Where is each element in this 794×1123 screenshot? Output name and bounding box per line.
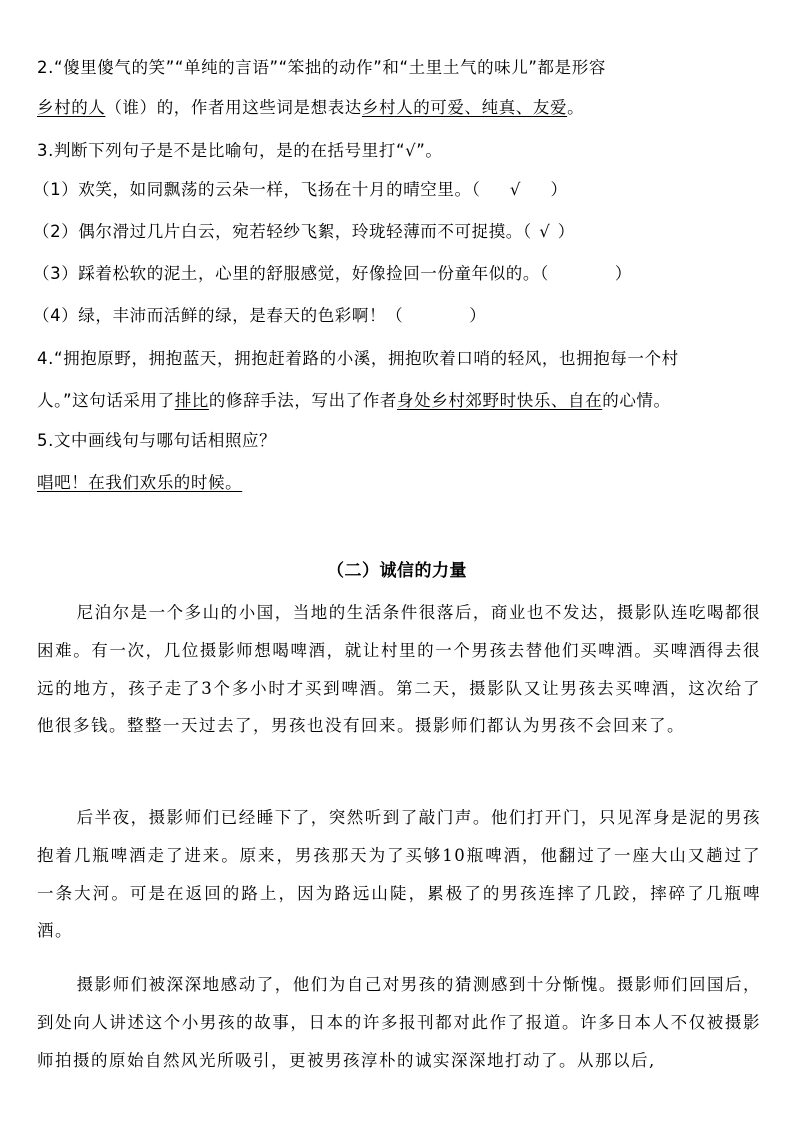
q4-line-1: 4.“拥抱原野，拥抱蓝天，拥抱赶着路的小溪，拥抱吹着口哨的轻风，也拥抱每一个村 bbox=[37, 349, 679, 368]
q2-line-1: 2.“傻里傻气的笑”“单纯的言语”“笨拙的动作”和“土里土气的味儿”都是形容 bbox=[37, 58, 606, 77]
q2-line-2 bbox=[37, 97, 584, 119]
q2-end-text: 。 bbox=[567, 98, 585, 117]
q4-answer-feeling: 身处乡村郊野时快乐、自在 bbox=[397, 391, 603, 410]
q4-pre-text: 人。”这句话采用了 bbox=[37, 391, 175, 410]
q3-item-1 bbox=[33, 179, 568, 201]
section-title: （二）诚信的力量 bbox=[327, 561, 467, 581]
q3-item-3-text: （3）踩着松软的泥土，心里的舒服感觉，好像捡回一份童年似的。（ bbox=[33, 264, 549, 283]
q3-item-4 bbox=[33, 305, 486, 327]
q3-item-1-text: （1）欢笑，如同飘荡的云朵一样，飞扬在十月的晴空里。（ bbox=[33, 180, 481, 199]
body-paragraph-1: 尼泊尔是一个多山的小国，当地的生活条件很落后，商业也不发达，摄影队连吃喝都很困难。有一次，几位摄影师想喝啤酒，就让村里的一个男孩去替他们买啤酒。买啤酒得去很远的地方，孩子走了3个多小时才买到啤酒。第二天，摄影队又让男孩去买啤酒，这次给了他很多钱。整整一天过去了，男孩也没有回来。摄影师们都认为男孩不会回来了。 bbox=[37, 603, 761, 736]
q2-answer-what: 乡村人的可爱、纯真、友爱 bbox=[361, 98, 568, 117]
q5-answer-line bbox=[37, 472, 242, 494]
q3-item-1-close: ） bbox=[550, 180, 568, 199]
q3-prompt: 3.判断下列句子是不是比喻句，是的在括号里打“√”。 bbox=[37, 141, 443, 160]
q4-answer-device: 排比 bbox=[174, 391, 209, 410]
q3-item-2-close: ） bbox=[557, 222, 575, 241]
q3-item-2-mark: √ bbox=[539, 222, 551, 241]
q3-item-3 bbox=[33, 263, 632, 285]
q3-item-4-close: ） bbox=[469, 306, 487, 325]
q5-answer: 唱吧！在我们欢乐的时候。 bbox=[37, 473, 243, 492]
q2-answer-who: 乡村的人 bbox=[37, 98, 106, 117]
body-paragraph-3: 摄影师们被深深地感动了，他们为自己对男孩的猜测感到十分惭愧。摄影师们回国后，到处向人讲述这个小男孩的故事，日本的许多报刊都对此作了报道。许多日本人不仅被摄影师拍摄的原始自然风光所吸引，更被男孩淳朴的诚实深深地打动了。从那以后, bbox=[37, 975, 761, 1070]
q3-item-3-close: ） bbox=[614, 264, 632, 283]
q4-end-text: 的心情。 bbox=[602, 391, 671, 410]
q2-middle-text: （谁）的，作者用这些词是想表达 bbox=[105, 98, 362, 117]
q3-item-1-mark: √ bbox=[509, 180, 522, 199]
q3-item-4-text: （4）绿，丰沛而活鲜的绿，是春天的色彩啊！（ bbox=[33, 306, 404, 325]
q5-prompt: 5.文中画线句与哪句话相照应？ bbox=[37, 431, 277, 450]
body-paragraph-2: 后半夜，摄影师们已经睡下了，突然听到了敲门声。他们打开门，只见浑身是泥的男孩抱着几瓶啤酒走了进来。原来，男孩那天为了买够10瓶啤酒，他翻过了一座大山又趟过了一条大河。可是在返回的路上，因为路远山陡，累极了的男孩连摔了几跤，摔碎了几瓶啤酒。 bbox=[37, 808, 761, 941]
q4-line-2 bbox=[37, 390, 671, 412]
q3-item-2 bbox=[33, 221, 575, 243]
q3-item-2-text: （2）偶尔滑过几片白云，宛若轻纱飞絮，玲珑轻薄而不可捉摸。（ bbox=[33, 222, 532, 241]
q4-middle-text: 的修辞手法，写出了作者 bbox=[208, 391, 398, 410]
